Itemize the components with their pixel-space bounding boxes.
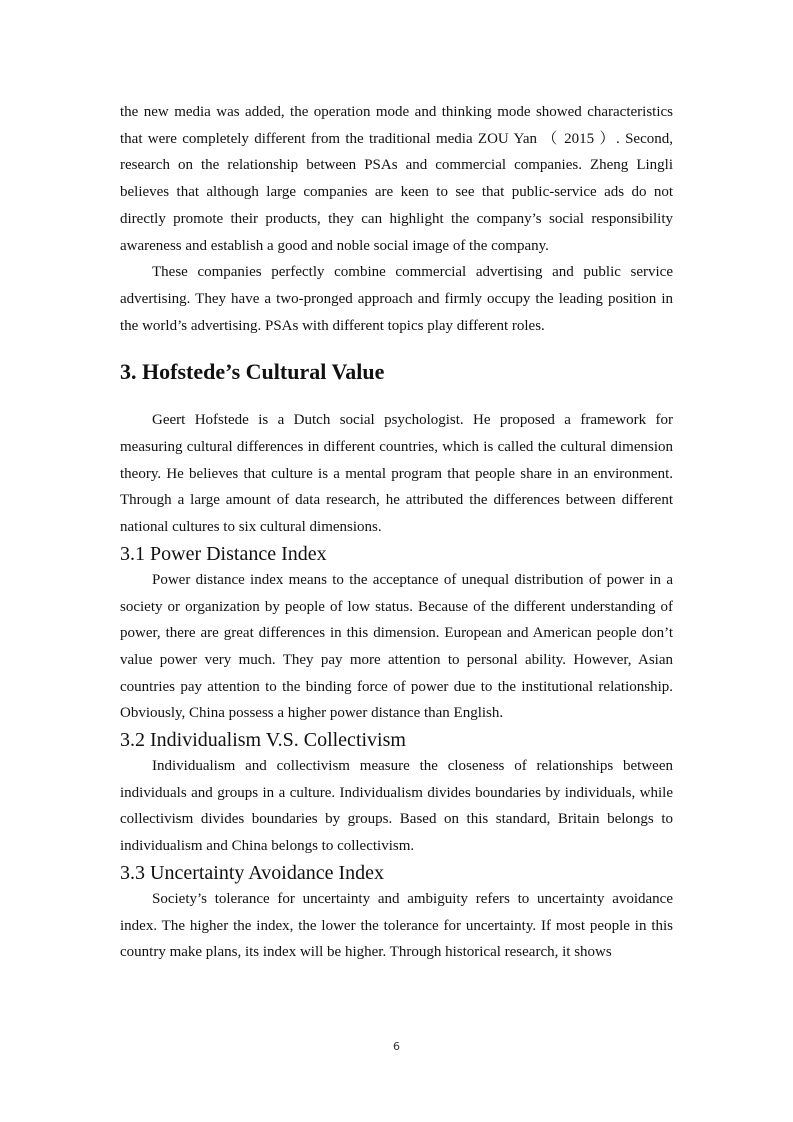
section-3-intro-paragraph: Geert Hofstede is a Dutch social psychologist. He proposed a framework for measuring cultural differences in different countries, which is called the cultural dimension theory. He believes that culture is a mental program that people share in an environment. Through a large amount of data research, he attributed the differences between different national cultures to six cultural dimensions. xyxy=(120,412,673,536)
page-body xyxy=(120,99,673,966)
intro-paragraph-2: These companies perfectly combine commercial advertising and public service advertising. They have a two-pronged approach and firmly occupy the leading position in the world’s advertising. PSAs with different topics play different roles. xyxy=(120,264,673,334)
page-number: 6 xyxy=(393,1040,400,1053)
intro-paragraph-1: the new media was added, the operation mode and thinking mode showed characteristics that were completely different from the traditional media ZOU Yan （ 2015 ）. Second, research on the relationship between PSAs and commercial companies. Zheng Lingli believes that although large companies are keen to see that public-service ads do not directly promote their products, they can highlight the company’s social responsibility awareness and establish a good and noble social image of the company. xyxy=(120,104,673,254)
subsection-3-2-paragraph: Individualism and collectivism measure the closeness of relationships between individuals and groups in a culture. Individualism divides boundaries by individuals, while collectivism divides boundaries by groups. Based on this standard, Britain belongs to individualism and China belongs to collectivism. xyxy=(120,758,673,855)
section-3-heading: 3. Hofstede’s Cultural Value xyxy=(120,359,385,385)
subsection-3-3-paragraph: Society’s tolerance for uncertainty and ambiguity refers to uncertainty avoidance index. The higher the index, the lower the tolerance for uncertainty. If most people in this country make plans, its index will be higher. Through historical research, it shows xyxy=(120,890,673,961)
subsection-3-1-paragraph: Power distance index means to the acceptance of unequal distribution of power in a society or organization by people of low status. Because of the different understanding of power, there are great differences in this dimension. European and American people don’t value power very much. They pay more attention to personal ability. However, Asian countries pay attention to the binding force of power due to the institutional relationship. Obviously, China possess a higher power distance than English. xyxy=(120,571,673,722)
subsection-3-2-heading: 3.2 Individualism V.S. Collectivism xyxy=(120,729,406,752)
subsection-3-1-heading: 3.1 Power Distance Index xyxy=(120,542,327,565)
subsection-3-3-heading: 3.3 Uncertainty Avoidance Index xyxy=(120,861,384,884)
